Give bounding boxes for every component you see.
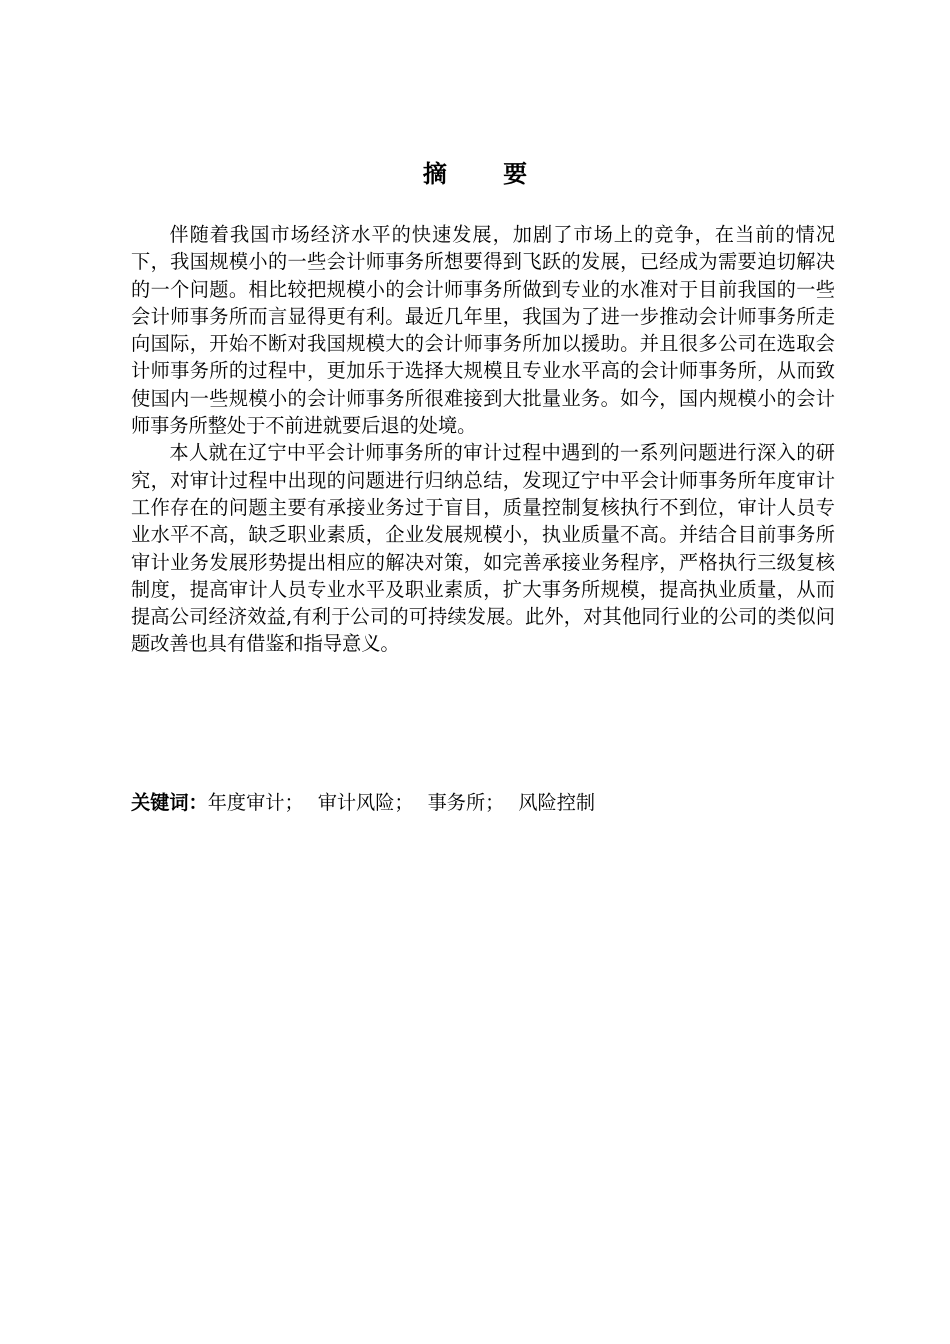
keyword-item: 风险控制 (518, 791, 596, 814)
keywords-label: 关键词： (131, 791, 208, 814)
keyword-item: 事务所； (427, 791, 505, 814)
keyword-item: 年度审计； (207, 791, 304, 814)
abstract-body (131, 221, 835, 658)
abstract-paragraph-2: 本人就在辽宁中平会计师事务所的审计过程中遇到的一系列问题进行深入的研究，对审计过程中出现的问题进行归纳总结，发现辽宁中平会计师事务所年度审计工作存在的问题主要有承接业务过于盲目，质量控制复核执行不到位，审计人员专业水平不高，缺乏职业素质，企业发展规模小，执业质量不高。并结合目前事务所审计业务发展形势提出相应的解决对策，如完善承接业务程序，严格执行三级复核制度，提高审计人员专业水平及职业素质，扩大事务所规模，提高执业质量，从而提高公司经济效益,有利于公司的可持续发展。此外，对其他同行业的公司的类似问题改善也具有借鉴和指导意义。 (131, 441, 835, 656)
abstract-paragraph-1: 伴随着我国市场经济水平的快速发展，加剧了市场上的竞争，在当前的情况下，我国规模小的一些会计师事务所想要得到飞跃的发展，已经成为需要迫切解决的一个问题。相比较把规模小的会计师事务所做到专业的水准对于目前我国的一些会计师事务所而言显得更有利。最近几年里，我国为了进一步推动会计师事务所走向国际，开始不断对我国规模大的会计师事务所加以援助。并且很多公司在选取会计师事务所的过程中，更加乐于选择大规模且专业水平高的会计师事务所，从而致使国内一些规模小的会计师事务所很难接到大批量业务。如今，国内规模小的会计师事务所整处于不前进就要后退的处境。 (131, 223, 835, 438)
abstract-title: 摘 要 (422, 160, 552, 188)
keyword-item: 审计风险； (317, 791, 414, 814)
keywords-line (131, 789, 835, 816)
